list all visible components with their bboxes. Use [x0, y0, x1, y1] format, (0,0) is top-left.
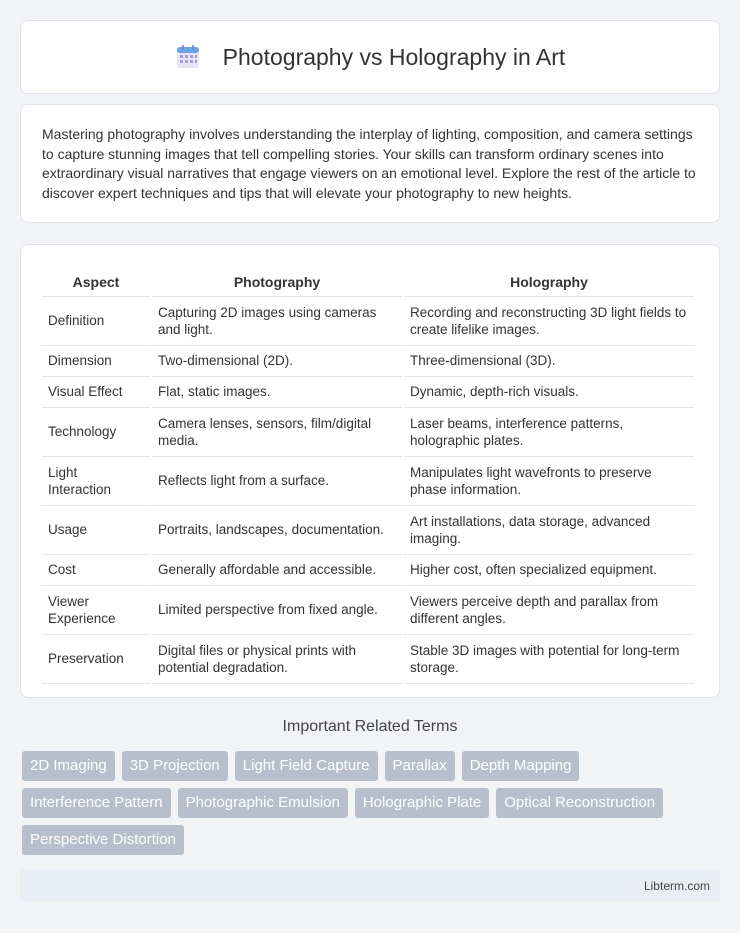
- page-header: [20, 20, 720, 94]
- table-cell: Two-dimensional (2D).: [152, 346, 402, 377]
- table-cell: Dynamic, depth-rich visuals.: [404, 377, 694, 408]
- table-row: [42, 635, 694, 684]
- table-cell: Usage: [42, 506, 150, 555]
- table-row: [42, 408, 694, 457]
- table-cell: Technology: [42, 408, 150, 457]
- table-cell: Camera lenses, sensors, film/digital media.: [152, 408, 402, 457]
- related-term-tag[interactable]: Perspective Distortion: [22, 825, 184, 855]
- column-header: Photography: [152, 263, 402, 297]
- table-cell: Reflects light from a surface.: [152, 457, 402, 506]
- intro-paragraph: Mastering photography involves understanding the interplay of lighting, composition, and camera settings to capture stunning images that tell compelling stories. Your skills can transform ordinary scenes into extraordinary visual narratives that engage viewers on an emotional level. Explore the rest of the article to discover expert techniques and tips that will elevate your photography to new heights.: [20, 104, 720, 223]
- table-cell: Preservation: [42, 635, 150, 684]
- related-term-tag[interactable]: Parallax: [385, 751, 455, 781]
- column-header: Aspect: [42, 263, 150, 297]
- related-term-tag[interactable]: Interference Pattern: [22, 788, 171, 818]
- footer: Libterm.com: [20, 870, 720, 902]
- table-row: [42, 586, 694, 635]
- table-cell: Stable 3D images with potential for long-term storage.: [404, 635, 694, 684]
- related-terms-title: Important Related Terms: [282, 718, 458, 735]
- table-cell: Visual Effect: [42, 377, 150, 408]
- table-cell: Definition: [42, 297, 150, 346]
- table-row: [42, 346, 694, 377]
- related-term-tag[interactable]: Holographic Plate: [355, 788, 489, 818]
- table-row: [42, 377, 694, 408]
- table-cell: Higher cost, often specialized equipment.: [404, 555, 694, 586]
- table-cell: Viewer Experience: [42, 586, 150, 635]
- page-title: Photography vs Holography in Art: [222, 43, 566, 70]
- table-cell: Three-dimensional (3D).: [404, 346, 694, 377]
- table-row: [42, 297, 694, 346]
- table-cell: Digital files or physical prints with potential degradation.: [152, 635, 402, 684]
- table-cell: Laser beams, interference patterns, holographic plates.: [404, 408, 694, 457]
- related-term-tag[interactable]: 3D Projection: [122, 751, 228, 781]
- table-cell: Cost: [42, 555, 150, 586]
- table-row: [42, 457, 694, 506]
- related-terms-list: [22, 751, 722, 855]
- table-cell: Portraits, landscapes, documentation.: [152, 506, 402, 555]
- related-term-tag[interactable]: Photographic Emulsion: [178, 788, 348, 818]
- table-cell: Art installations, data storage, advanced imaging.: [404, 506, 694, 555]
- table-cell: Manipulates light wavefronts to preserve phase information.: [404, 457, 694, 506]
- related-term-tag[interactable]: 2D Imaging: [22, 751, 115, 781]
- table-cell: Recording and reconstructing 3D light fields to create lifelike images.: [404, 297, 694, 346]
- table-cell: Light Interaction: [42, 457, 150, 506]
- related-term-tag[interactable]: Depth Mapping: [462, 751, 580, 781]
- comparison-card: [20, 244, 720, 698]
- calendar-icon: [175, 44, 201, 70]
- table-row: [42, 506, 694, 555]
- table-cell: Viewers perceive depth and parallax from different angles.: [404, 586, 694, 635]
- column-header: Holography: [404, 263, 694, 297]
- table-cell: Flat, static images.: [152, 377, 402, 408]
- table-cell: Dimension: [42, 346, 150, 377]
- table-cell: Capturing 2D images using cameras and light.: [152, 297, 402, 346]
- related-term-tag[interactable]: Light Field Capture: [235, 751, 378, 781]
- table-row: [42, 555, 694, 586]
- comparison-table: [40, 263, 696, 684]
- table-cell: Limited perspective from fixed angle.: [152, 586, 402, 635]
- related-term-tag[interactable]: Optical Reconstruction: [496, 788, 663, 818]
- table-cell: Generally affordable and accessible.: [152, 555, 402, 586]
